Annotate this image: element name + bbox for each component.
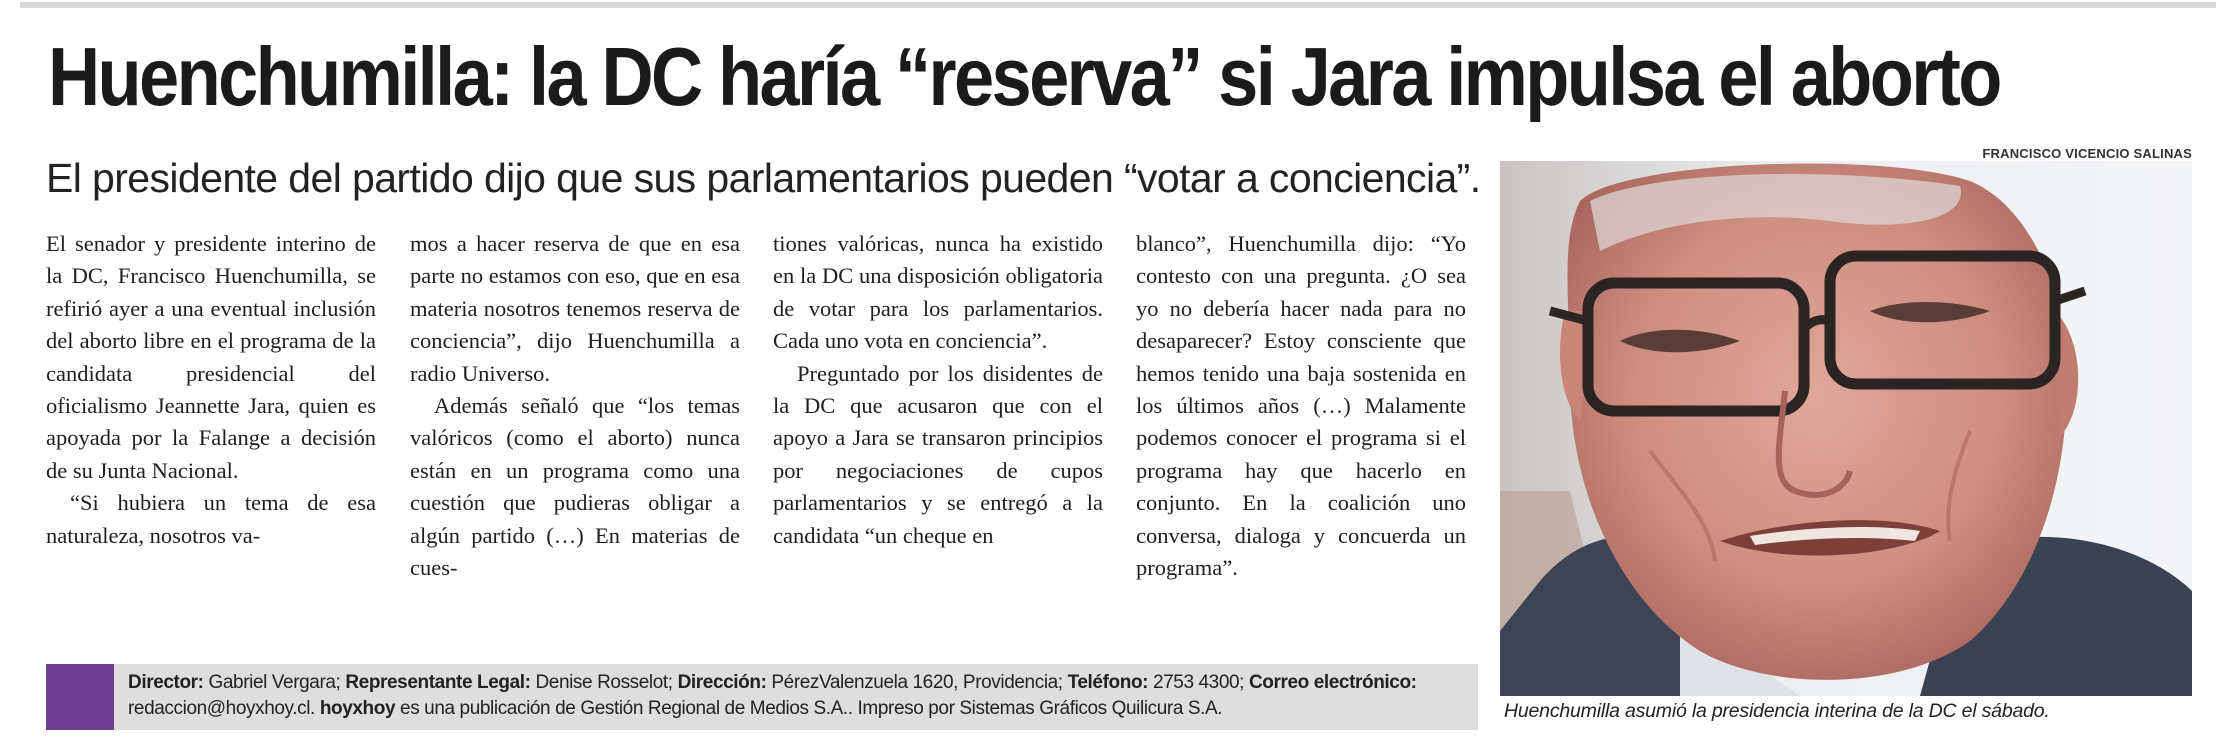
label: Correo electrónico: <box>1248 672 1417 693</box>
paragraph: blanco”, Huenchumilla dijo: “Yo contesto con una pregunta. ¿O sea yo no debería hacer nada para no desaparecer? Estoy consciente que hemos tenido una baja sostenida en los últimos años (…) Malamente podemos conocer el programa si el programa hay que hacerlo en conjunto. En la coalición uno conversa, dialoga y concuerda un programa”. <box>1136 231 1466 581</box>
value: PérezValenzuela 1620, Providencia; <box>771 672 1063 693</box>
label: Dirección: <box>677 672 767 693</box>
article-column-3 <box>773 228 1103 552</box>
value: es una publicación de Gestión Regional de Medios S.A.. Impreso por Sistemas Gráficos Quilicura S.A. <box>400 698 1223 719</box>
brand-name: hoyxhoy <box>319 698 396 719</box>
article-column-4 <box>1136 228 1466 584</box>
paragraph: mos a hacer reserva de que en esa parte no estamos con eso, que en esa materia nosotros tenemos reserva de conciencia”, dijo Huenchumilla a radio Universo. <box>410 231 740 386</box>
paragraph: El senador y presidente interino de la DC, Francisco Huenchumilla, se refirió ayer a una eventual inclusión del aborto libre en el programa de la candidata presidencial del oficialismo Jeannette Jara, quien es apoyada por la Falange a decisión de su Junta Nacional. <box>46 231 376 483</box>
value: Denise Rosselot; <box>535 672 673 693</box>
photo-caption: Huenchumilla asumió la presidencia interina de la DC el sábado. <box>1504 700 2050 722</box>
news-photo <box>1500 161 2192 696</box>
email-link[interactable]: redaccion@hoyxhoy.cl. <box>128 698 315 719</box>
paragraph: Además señaló que “los temas valóricos (como el aborto) nunca están en un programa como una cuestión que pudieras obligar a algún partido (…) En materias de cues- <box>410 393 740 581</box>
paragraph: tiones valóricas, nunca ha existido en la DC una disposición obligatoria de votar para los parlamentarios. Cada uno vota en conciencia”. <box>773 231 1103 354</box>
headline: Huenchumilla: la DC haría “reserva” si Jara impulsa el aborto <box>48 30 2000 123</box>
label: Representante Legal: <box>345 672 531 693</box>
paragraph: Preguntado por los disidentes de la DC que acusaron que con el apoyo a Jara se transaron principios por negociaciones de cupos parlamentarios y se entregó a la candidata “un cheque en <box>773 360 1103 548</box>
article-column-1 <box>46 228 376 552</box>
portrait-illustration <box>1500 161 2192 696</box>
value: Gabriel Vergara; <box>208 672 341 693</box>
masthead-footer <box>46 664 1478 730</box>
subheadline: El presidente del partido dijo que sus parlamentarios pueden “votar a conciencia”. <box>46 155 1481 201</box>
article-column-2 <box>410 228 740 584</box>
value: 2753 4300; <box>1152 672 1245 693</box>
label: Director: <box>128 672 204 693</box>
top-rule <box>20 2 2216 8</box>
label: Teléfono: <box>1067 672 1149 693</box>
publication-info <box>128 670 1473 722</box>
paragraph: “Si hubiera un tema de esa naturaleza, nosotros va- <box>46 490 376 548</box>
photo-credit: FRANCISCO VICENCIO SALINAS <box>1982 146 2192 161</box>
brand-color-block <box>46 664 114 730</box>
